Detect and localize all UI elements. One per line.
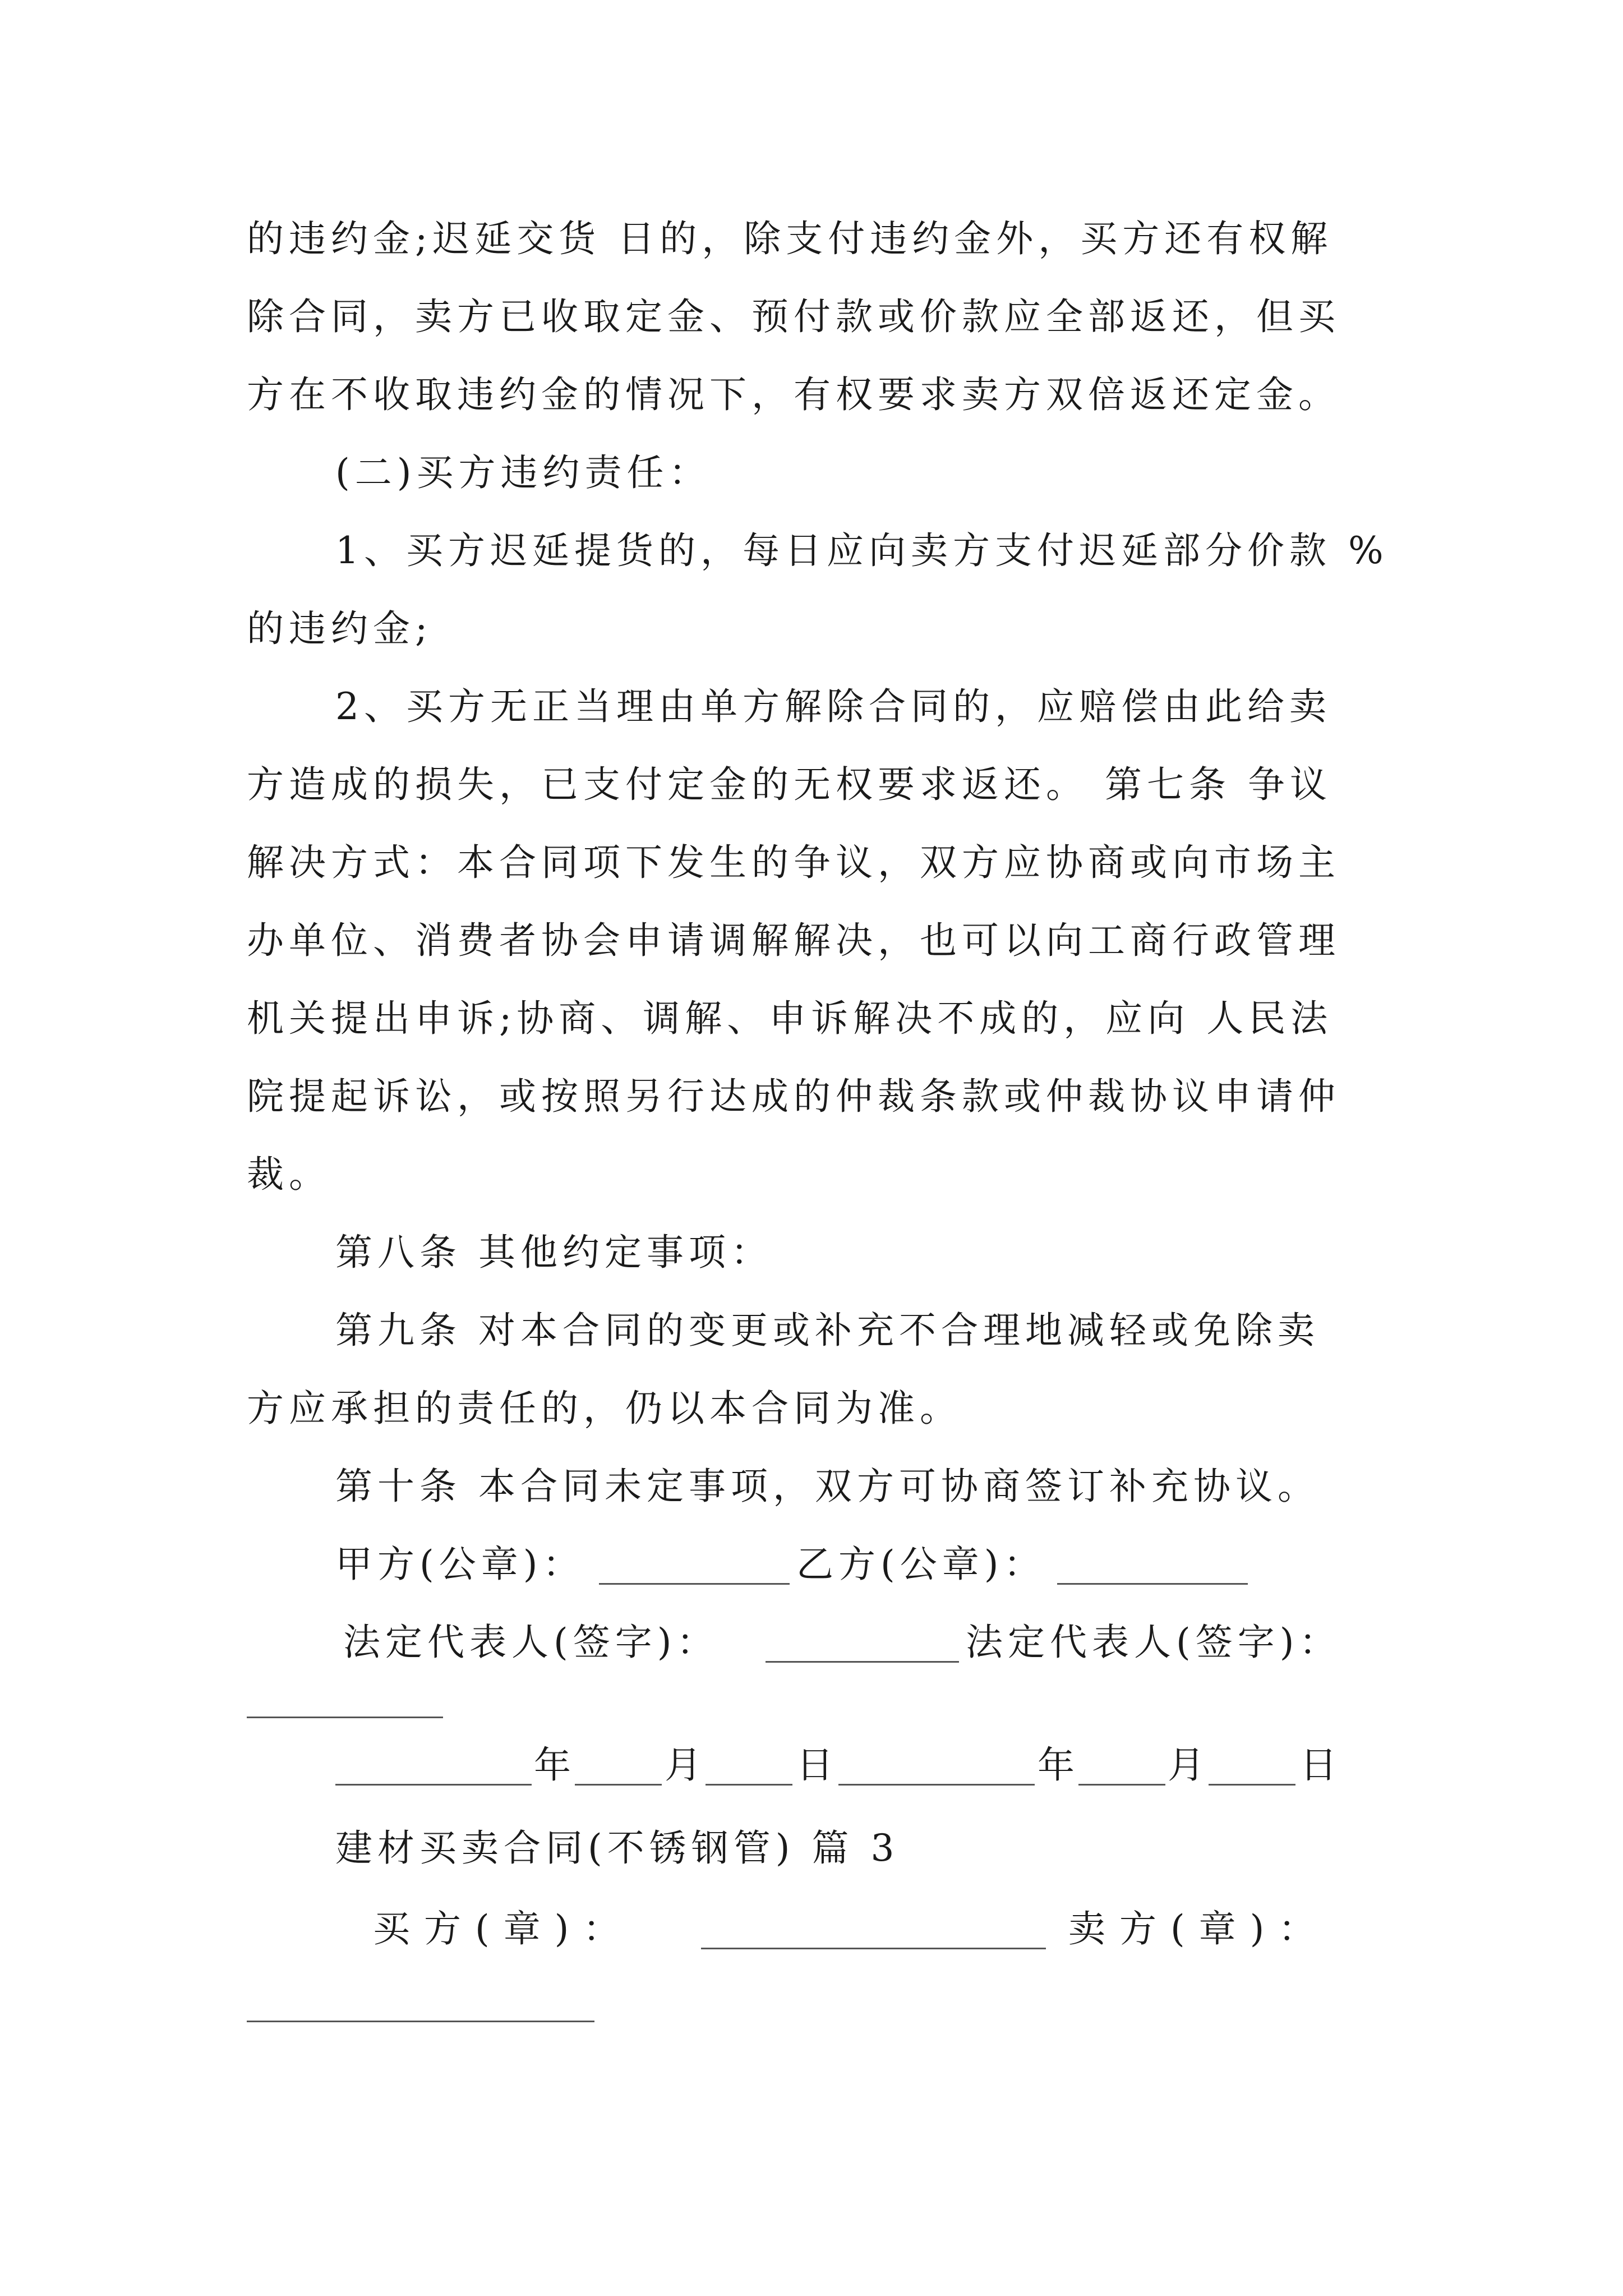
paragraph-line: 方应承担的责任的，仍以本合同为准。 — [247, 1387, 962, 1430]
paragraph-line: 的违约金;迟延交货 日的，除支付违约金外，买方还有权解 — [247, 217, 1333, 260]
article-8: 第八条 其他约定事项： — [335, 1231, 773, 1274]
party-b-seal-blank — [1057, 1583, 1248, 1585]
paragraph-line: 办单位、消费者协会申请调解解决，也可以向工商行政管理 — [247, 919, 1340, 962]
date-b-month: 月 — [1168, 1743, 1210, 1787]
section-3-title: 建材买卖合同(不锈钢管) 篇 3 — [335, 1826, 900, 1870]
date-a-month: 月 — [665, 1743, 707, 1787]
party-a-rep-blank — [766, 1661, 959, 1663]
date-a-month-blank — [575, 1784, 662, 1786]
party-a-seal-blank — [599, 1583, 790, 1585]
paragraph-line: 方造成的损失，已支付定金的无权要求返还。 第七条 争议 — [247, 763, 1332, 806]
date-b-day: 日 — [1300, 1743, 1342, 1787]
date-b-day-blank — [1209, 1784, 1295, 1786]
paragraph-line: 的违约金; — [247, 607, 433, 650]
paragraph-line: 2、买方无正当理由单方解除合同的，应赔偿由此给卖 — [335, 685, 1331, 728]
buyer-seal-label: 买 方 ( 章 ) ： — [373, 1907, 621, 1950]
date-b-year: 年 — [1038, 1743, 1080, 1787]
seller-seal-label: 卖 方 ( 章 ) ： — [1068, 1907, 1317, 1950]
paragraph-line: 机关提出申诉;协商、调解、申诉解决不成的，应向 人民法 — [247, 997, 1333, 1040]
section-heading: (二)买方违约责任： — [335, 451, 711, 494]
article-10: 第十条 本合同未定事项，双方可协商签订补充协议。 — [335, 1465, 1320, 1508]
date-b-month-blank — [1078, 1784, 1165, 1786]
paragraph-line: 1、买方迟延提货的，每日应向卖方支付迟延部分价款 % — [335, 529, 1389, 572]
date-a-day-blank — [706, 1784, 792, 1786]
party-a-rep-label: 法定代表人(签字)： — [343, 1621, 719, 1664]
paragraph-line: 除合同，卖方已收取定金、预付款或价款应全部返还，但买 — [247, 295, 1340, 338]
date-a-year: 年 — [534, 1743, 576, 1787]
article-9: 第九条 对本合同的变更或补充不合理地减轻或免除卖 — [335, 1309, 1320, 1352]
paragraph-line: 解决方式：本合同项下发生的争议，双方应协商或向市场主 — [247, 841, 1340, 884]
date-a-day: 日 — [796, 1743, 838, 1787]
paragraph-line: 院提起诉讼，或按照另行达成的仲裁条款或仲裁协议申请仲 — [247, 1075, 1340, 1118]
seller-seal-blank — [247, 2021, 594, 2022]
date-a-year-blank — [335, 1784, 532, 1786]
party-a-seal-label: 甲方(公章)： — [335, 1543, 585, 1586]
party-b-rep-label: 法定代表人(签字)： — [966, 1621, 1341, 1664]
date-b-year-blank — [838, 1784, 1035, 1786]
paragraph-line: 裁。 — [247, 1153, 331, 1196]
buyer-seal-blank — [701, 1948, 1046, 1949]
party-b-seal-label: 乙方(公章)： — [796, 1543, 1046, 1586]
paragraph-line: 方在不收取违约金的情况下，有权要求卖方双倍返还定金。 — [247, 373, 1340, 416]
party-b-rep-blank — [247, 1717, 443, 1718]
